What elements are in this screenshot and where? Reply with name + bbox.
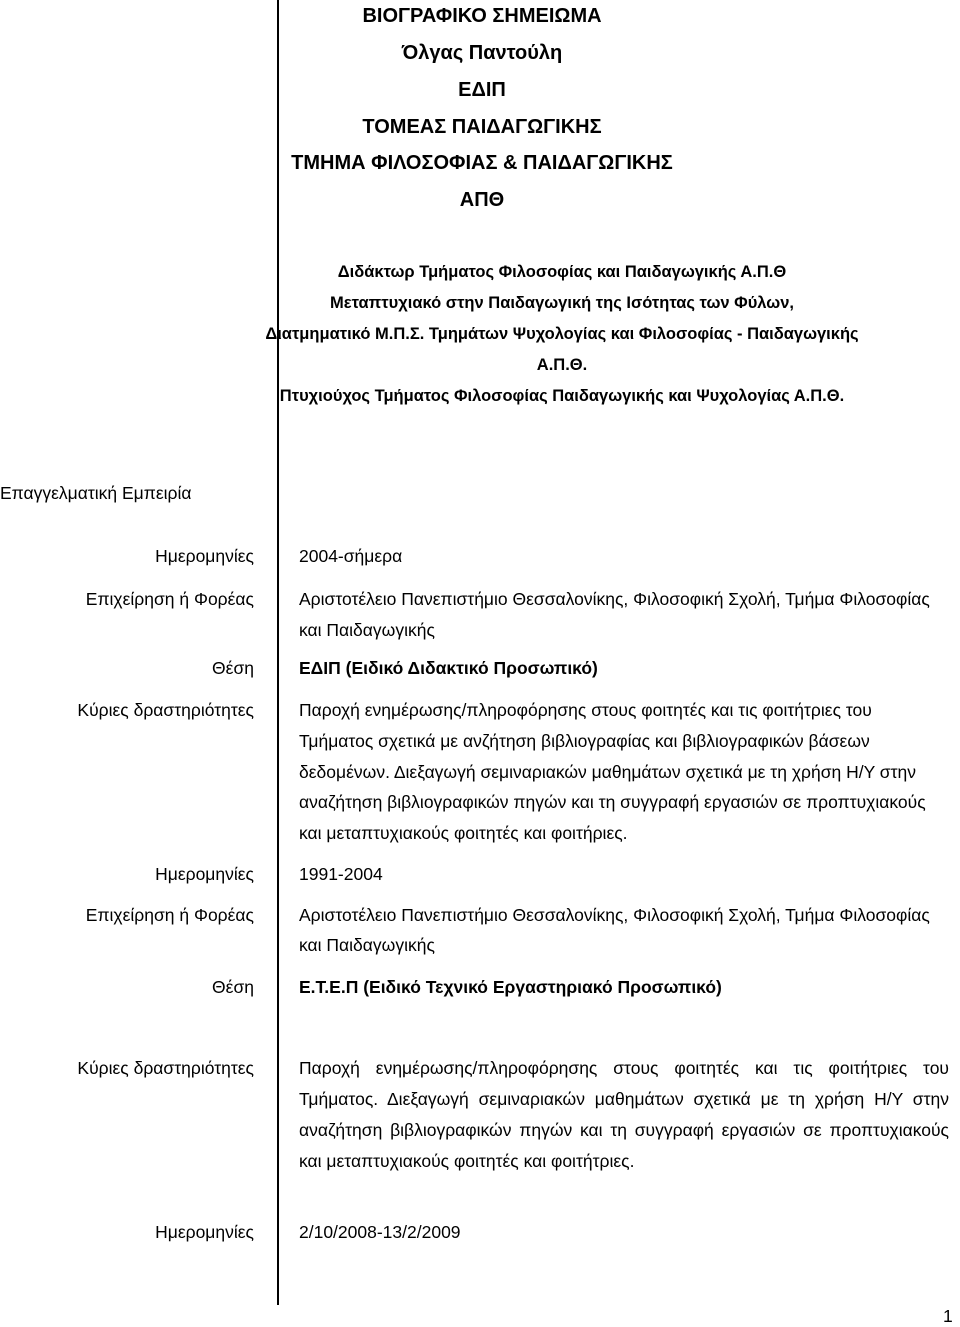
qualification-line: Διατμηματικό Μ.Π.Σ. Τμημάτων Ψυχολογίας και Φιλοσοφίας - Παιδαγωγικής — [265, 325, 859, 343]
dates-label: Ημερομηνίες — [155, 864, 254, 884]
experience-heading: Επαγγελματική Εμπειρία — [0, 483, 192, 503]
qualification-line: Α.Π.Θ. — [536, 356, 588, 374]
activities-line: Παροχή ενημέρωσης/πληροφόρησης στους φοιτητές και τις φοιτήτριες του — [299, 1058, 949, 1078]
activities-line: αναζήτηση βιβλιογραφικών πηγών και τη συγγραφή εργασιών σε προπτυχιακούς — [299, 1120, 949, 1140]
department-name: ΤΜΗΜΑ ΦΙΛΟΣΟΦΙΑΣ & ΠΑΙΔΑΓΩΓΙΚΗΣ — [291, 152, 673, 174]
activities-line: και μεταπτυχιακούς φοιτητές και φοιτήριες. — [299, 823, 628, 843]
activities-line: και μεταπτυχιακούς φοιτητές και φοιτήτριες. — [299, 1151, 635, 1171]
qualification-line: Μεταπτυχιακό στην Παιδαγωγική της Ισότητας των Φύλων, — [330, 294, 794, 312]
dates-value: 2004-σήμερα — [299, 546, 403, 566]
employer-line: Αριστοτέλειο Πανεπιστήμιο Θεσσαλονίκης, Φιλοσοφική Σχολή, Τμήμα Φιλοσοφίας — [299, 589, 930, 609]
person-role: ΕΔΙΠ — [458, 79, 506, 101]
activities-line: Τμήματος. Διεξαγωγή σεμιναριακών μαθημάτων σχετικά με τη χρήση Η/Υ στην — [299, 1089, 949, 1109]
qualification-line: Διδάκτωρ Τμήματος Φιλοσοφίας και Παιδαγωγικής Α.Π.Θ — [337, 263, 787, 281]
employer-label: Επιχείρηση ή Φορέας — [85, 589, 254, 609]
employer-label: Επιχείρηση ή Φορέας — [85, 905, 254, 925]
activities-label: Κύριες δραστηριότητες — [77, 700, 254, 720]
activities-line: Παροχή ενημέρωσης/πληροφόρησης στους φοιτητές και τις φοιτήτριες του — [299, 700, 872, 720]
activities-line: δεδομένων. Διεξαγωγή σεμιναριακών μαθημάτων σχετικά με τη χρήση Η/Υ στην — [299, 762, 917, 782]
activities-line: αναζήτηση βιβλιογραφικών πηγών και τη συγγραφή εργασιών σε προπτυχιακούς — [299, 792, 926, 812]
dates-label: Ημερομηνίες — [155, 1222, 254, 1242]
dates-value: 2/10/2008-13/2/2009 — [299, 1222, 461, 1242]
position-value: ΕΔΙΠ (Ειδικό Διδακτικό Προσωπικό) — [299, 658, 598, 678]
dates-value: 1991-2004 — [299, 864, 383, 884]
document-title: ΒΙΟΓΡΑΦΙΚΟ ΣΗΜΕΙΩΜΑ — [362, 5, 602, 27]
position-value: Ε.Τ.Ε.Π (Ειδικό Τεχνικό Εργαστηριακό Προσωπικό) — [299, 977, 722, 997]
employer-line: και Παιδαγωγικής — [299, 620, 435, 640]
position-label: Θέση — [212, 977, 254, 997]
employer-line: και Παιδαγωγικής — [299, 935, 435, 955]
employer-line: Αριστοτέλειο Πανεπιστήμιο Θεσσαλονίκης, Φιλοσοφική Σχολή, Τμήμα Φιλοσοφίας — [299, 905, 930, 925]
activities-line: Τμήματος σχετικά με ανζήτηση βιβλιογραφίας και βιβλιογραφικών βάσεων — [299, 731, 870, 751]
university-name: ΑΠΘ — [459, 189, 505, 211]
activities-label: Κύριες δραστηριότητες — [77, 1058, 254, 1078]
qualification-line: Πτυχιούχος Τμήματος Φιλοσοφίας Παιδαγωγικής και Ψυχολογίας Α.Π.Θ. — [279, 387, 845, 405]
sector-name: ΤΟΜΕΑΣ ΠΑΙΔΑΓΩΓΙΚΗΣ — [362, 116, 602, 138]
page-number: 1 — [943, 1306, 953, 1326]
person-name: Όλγας Παντούλη — [401, 42, 563, 64]
dates-label: Ημερομηνίες — [155, 546, 254, 566]
position-label: Θέση — [212, 658, 254, 678]
